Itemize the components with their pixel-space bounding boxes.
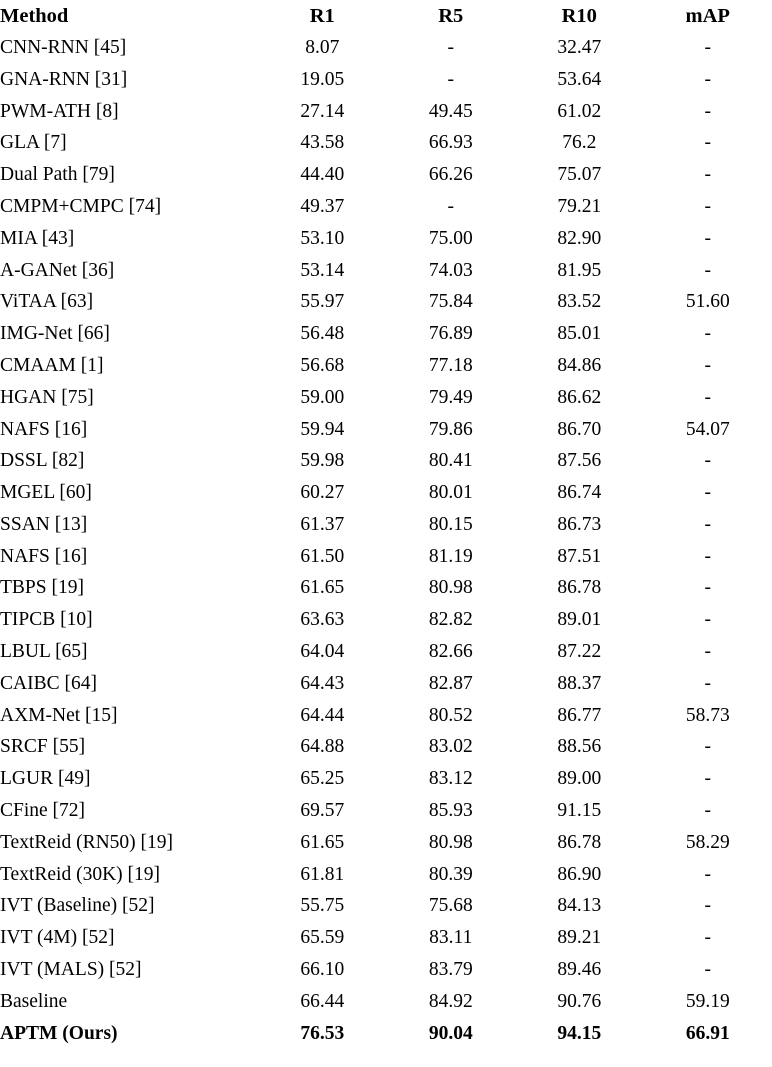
value-not-available: - [704, 36, 711, 58]
cell-r5: 80.39 [428, 863, 473, 885]
cell-r5: 76.89 [428, 323, 473, 345]
table-row [0, 954, 772, 986]
cell-map [644, 350, 772, 382]
table-row [0, 572, 772, 604]
cell-r1: 53.14 [300, 259, 345, 281]
cell-r1: 56.48 [300, 323, 345, 345]
table-row [0, 286, 772, 318]
cell-method: SRCF [55] [0, 736, 86, 758]
cell-map: 59.19 [685, 990, 730, 1012]
cell-map [644, 254, 772, 286]
value-not-available: - [704, 672, 711, 694]
cell-r1: 43.58 [300, 132, 345, 154]
cell-method: CFine [72] [0, 800, 86, 822]
cell-map [644, 191, 772, 223]
cell-map: 51.60 [685, 291, 730, 313]
cell-r10: 86.90 [557, 863, 602, 885]
cell-r1: 61.37 [300, 513, 345, 535]
cell-r10: 84.13 [557, 895, 602, 917]
table-row [0, 859, 772, 891]
cell-map: 66.91 [685, 1022, 730, 1044]
cell-r10: 75.07 [557, 164, 602, 186]
cell-r10: 32.47 [557, 36, 602, 58]
cell-r5: 83.11 [429, 927, 473, 949]
cell-r5 [387, 191, 516, 223]
cell-r5: 84.92 [428, 990, 473, 1012]
cell-r5 [387, 64, 516, 96]
cell-r5: 49.45 [428, 100, 473, 122]
cell-map [644, 922, 772, 954]
cell-r1: 64.88 [300, 736, 345, 758]
cell-method: IVT (Baseline) [52] [0, 895, 155, 917]
cell-r5: 79.86 [428, 418, 473, 440]
cell-r10: 89.46 [557, 959, 602, 981]
table-row [0, 668, 772, 700]
cell-r10: 87.51 [557, 545, 602, 567]
cell-map [644, 795, 772, 827]
cell-r5: 90.04 [428, 1022, 473, 1044]
cell-r5: 80.41 [428, 450, 473, 472]
table-row [0, 32, 772, 64]
value-not-available: - [704, 132, 711, 154]
cell-r1: 60.27 [300, 482, 345, 504]
cell-method: SSAN [13] [0, 513, 88, 535]
value-not-available: - [447, 195, 454, 217]
cell-r1: 66.44 [300, 990, 345, 1012]
value-not-available: - [704, 386, 711, 408]
column-header-method: Method [0, 4, 69, 27]
cell-map [644, 509, 772, 541]
cell-r10: 89.21 [557, 927, 602, 949]
cell-method: CAIBC [64] [0, 672, 97, 694]
cell-method: AXM-Net [15] [0, 704, 118, 726]
cell-r10: 86.62 [557, 386, 602, 408]
cell-r5: 80.52 [428, 704, 473, 726]
cell-r5: 82.82 [428, 609, 473, 631]
value-not-available: - [704, 354, 711, 376]
value-not-available: - [704, 863, 711, 885]
cell-r5: 80.01 [428, 482, 473, 504]
cell-r5: 80.15 [428, 513, 473, 535]
cell-r5: 79.49 [428, 386, 473, 408]
cell-r1: 27.14 [300, 100, 345, 122]
cell-method: NAFS [16] [0, 545, 88, 567]
cell-r10: 89.00 [557, 768, 602, 790]
cell-map [644, 636, 772, 668]
cell-map [644, 127, 772, 159]
cell-method: TBPS [19] [0, 577, 84, 599]
cell-r5: 83.12 [428, 768, 473, 790]
cell-method: APTM (Ours) [0, 1022, 118, 1044]
cell-r5: 85.93 [428, 800, 473, 822]
cell-r5: 80.98 [428, 831, 473, 853]
cell-r10: 83.52 [557, 291, 602, 313]
cell-r10: 86.78 [557, 831, 602, 853]
value-not-available: - [447, 36, 454, 58]
cell-map [644, 477, 772, 509]
cell-r1: 44.40 [300, 164, 345, 186]
value-not-available: - [704, 513, 711, 535]
cell-r5: 77.18 [428, 354, 473, 376]
cell-r10: 79.21 [557, 195, 602, 217]
cell-map [644, 890, 772, 922]
cell-map [644, 32, 772, 64]
cell-map: 54.07 [685, 418, 730, 440]
value-not-available: - [704, 768, 711, 790]
cell-r1: 19.05 [300, 68, 345, 90]
cell-r10: 86.78 [557, 577, 602, 599]
table-row [0, 477, 772, 509]
cell-method: MIA [43] [0, 227, 75, 249]
table-row [0, 382, 772, 414]
cell-r10: 76.2 [562, 132, 597, 154]
cell-map [644, 954, 772, 986]
cell-r10: 91.15 [557, 800, 602, 822]
cell-method: PWM-ATH [8] [0, 100, 119, 122]
cell-r1: 65.25 [300, 768, 345, 790]
table-row [0, 159, 772, 191]
cell-r10: 61.02 [557, 100, 602, 122]
column-header-map: mAP [685, 4, 730, 27]
cell-r10: 86.70 [557, 418, 602, 440]
cell-method: A-GANet [36] [0, 259, 115, 281]
table-row [0, 318, 772, 350]
cell-r1: 65.59 [300, 927, 345, 949]
cell-r1: 53.10 [300, 227, 345, 249]
cell-map: 58.73 [685, 704, 730, 726]
cell-r1: 59.00 [300, 386, 345, 408]
table-row [0, 986, 772, 1018]
cell-method: TextReid (RN50) [19] [0, 831, 174, 853]
table-row [0, 254, 772, 286]
cell-r1: 64.04 [300, 641, 345, 663]
cell-r10: 87.56 [557, 450, 602, 472]
table-row [0, 445, 772, 477]
cell-map [644, 95, 772, 127]
cell-r10: 88.56 [557, 736, 602, 758]
column-header-r10: R10 [561, 4, 597, 27]
table-row [0, 827, 772, 859]
value-not-available: - [704, 323, 711, 345]
cell-r5: 82.66 [428, 641, 473, 663]
value-not-available: - [704, 545, 711, 567]
cell-method: GLA [7] [0, 132, 67, 154]
cell-map [644, 382, 772, 414]
value-not-available: - [704, 450, 711, 472]
cell-method: LBUL [65] [0, 641, 88, 663]
cell-r1: 64.43 [300, 672, 345, 694]
table-row [0, 700, 772, 732]
table-row [0, 1018, 772, 1050]
table-row [0, 604, 772, 636]
table-row [0, 922, 772, 954]
cell-map [644, 731, 772, 763]
cell-method: LGUR [49] [0, 768, 91, 790]
cell-map [644, 604, 772, 636]
value-not-available: - [704, 641, 711, 663]
value-not-available: - [704, 259, 711, 281]
table-row [0, 795, 772, 827]
cell-method: ViTAA [63] [0, 291, 94, 313]
table-body [0, 32, 772, 1050]
cell-method: CMAAM [1] [0, 354, 104, 376]
cell-method: IVT (MALS) [52] [0, 959, 142, 981]
cell-map [644, 572, 772, 604]
table-row [0, 95, 772, 127]
cell-r5 [387, 32, 516, 64]
cell-r10: 81.95 [557, 259, 602, 281]
cell-method: Baseline [0, 990, 68, 1012]
value-not-available: - [704, 195, 711, 217]
cell-r5: 75.84 [428, 291, 473, 313]
cell-r10: 85.01 [557, 323, 602, 345]
cell-map [644, 159, 772, 191]
cell-method: GNA-RNN [31] [0, 68, 128, 90]
value-not-available: - [704, 800, 711, 822]
cell-r5: 83.79 [428, 959, 473, 981]
cell-r5: 75.68 [428, 895, 473, 917]
cell-method: TIPCB [10] [0, 609, 93, 631]
value-not-available: - [447, 68, 454, 90]
cell-map [644, 223, 772, 255]
cell-r5: 80.98 [428, 577, 473, 599]
cell-map [644, 318, 772, 350]
value-not-available: - [704, 609, 711, 631]
cell-map [644, 445, 772, 477]
value-not-available: - [704, 927, 711, 949]
table-row [0, 541, 772, 573]
value-not-available: - [704, 482, 711, 504]
column-header-r1: R1 [309, 4, 335, 27]
cell-r1: 63.63 [300, 609, 345, 631]
cell-map [644, 859, 772, 891]
table-row [0, 191, 772, 223]
cell-method: TextReid (30K) [19] [0, 863, 161, 885]
cell-r10: 88.37 [557, 672, 602, 694]
table-row [0, 890, 772, 922]
cell-r1: 56.68 [300, 354, 345, 376]
table-row [0, 223, 772, 255]
cell-r1: 66.10 [300, 959, 345, 981]
cell-method: CNN-RNN [45] [0, 36, 127, 58]
cell-r1: 61.50 [300, 545, 345, 567]
cell-r1: 59.94 [300, 418, 345, 440]
cell-method: IVT (4M) [52] [0, 927, 115, 949]
cell-r5: 83.02 [428, 736, 473, 758]
table-row [0, 731, 772, 763]
column-header-r5: R5 [438, 4, 464, 27]
cell-map [644, 668, 772, 700]
cell-method: MGEL [60] [0, 482, 92, 504]
value-not-available: - [704, 895, 711, 917]
cell-r1: 76.53 [300, 1022, 345, 1044]
cell-map [644, 763, 772, 795]
value-not-available: - [704, 959, 711, 981]
value-not-available: - [704, 164, 711, 186]
value-not-available: - [704, 100, 711, 122]
cell-map: 58.29 [685, 831, 730, 853]
cell-r5: 82.87 [428, 672, 473, 694]
table-row [0, 763, 772, 795]
cell-r10: 86.77 [557, 704, 602, 726]
table-row [0, 413, 772, 445]
cell-r5: 74.03 [428, 259, 473, 281]
header-row [0, 0, 772, 32]
value-not-available: - [704, 68, 711, 90]
cell-r10: 90.76 [557, 990, 602, 1012]
cell-method: CMPM+CMPC [74] [0, 195, 162, 217]
cell-r10: 89.01 [557, 609, 602, 631]
cell-r1: 64.44 [300, 704, 345, 726]
table-row [0, 64, 772, 96]
cell-r1: 61.65 [300, 831, 345, 853]
cell-r10: 84.86 [557, 354, 602, 376]
cell-r1: 69.57 [300, 800, 345, 822]
table-row [0, 509, 772, 541]
cell-r5: 66.93 [428, 132, 473, 154]
value-not-available: - [704, 227, 711, 249]
cell-r10: 53.64 [557, 68, 602, 90]
cell-r10: 94.15 [557, 1022, 602, 1044]
table-row [0, 127, 772, 159]
table-row [0, 350, 772, 382]
cell-method: Dual Path [79] [0, 164, 115, 186]
value-not-available: - [704, 736, 711, 758]
cell-map [644, 64, 772, 96]
cell-r1: 61.65 [300, 577, 345, 599]
cell-r1: 49.37 [300, 195, 345, 217]
cell-r5: 81.19 [428, 545, 473, 567]
cell-r10: 82.90 [557, 227, 602, 249]
table-header [0, 0, 772, 32]
table-row [0, 636, 772, 668]
cell-r5: 66.26 [428, 164, 473, 186]
cell-r1: 8.07 [305, 36, 340, 58]
cell-r5: 75.00 [428, 227, 473, 249]
value-not-available: - [704, 577, 711, 599]
cell-r10: 86.73 [557, 513, 602, 535]
cell-r10: 87.22 [557, 641, 602, 663]
cell-method: NAFS [16] [0, 418, 88, 440]
cell-method: HGAN [75] [0, 386, 94, 408]
cell-map [644, 541, 772, 573]
cell-method: DSSL [82] [0, 450, 85, 472]
cell-method: IMG-Net [66] [0, 323, 110, 345]
cell-r1: 55.97 [300, 291, 345, 313]
cell-r1: 61.81 [300, 863, 345, 885]
cell-r1: 59.98 [300, 450, 345, 472]
cell-r1: 55.75 [300, 895, 345, 917]
cell-r10: 86.74 [557, 482, 602, 504]
